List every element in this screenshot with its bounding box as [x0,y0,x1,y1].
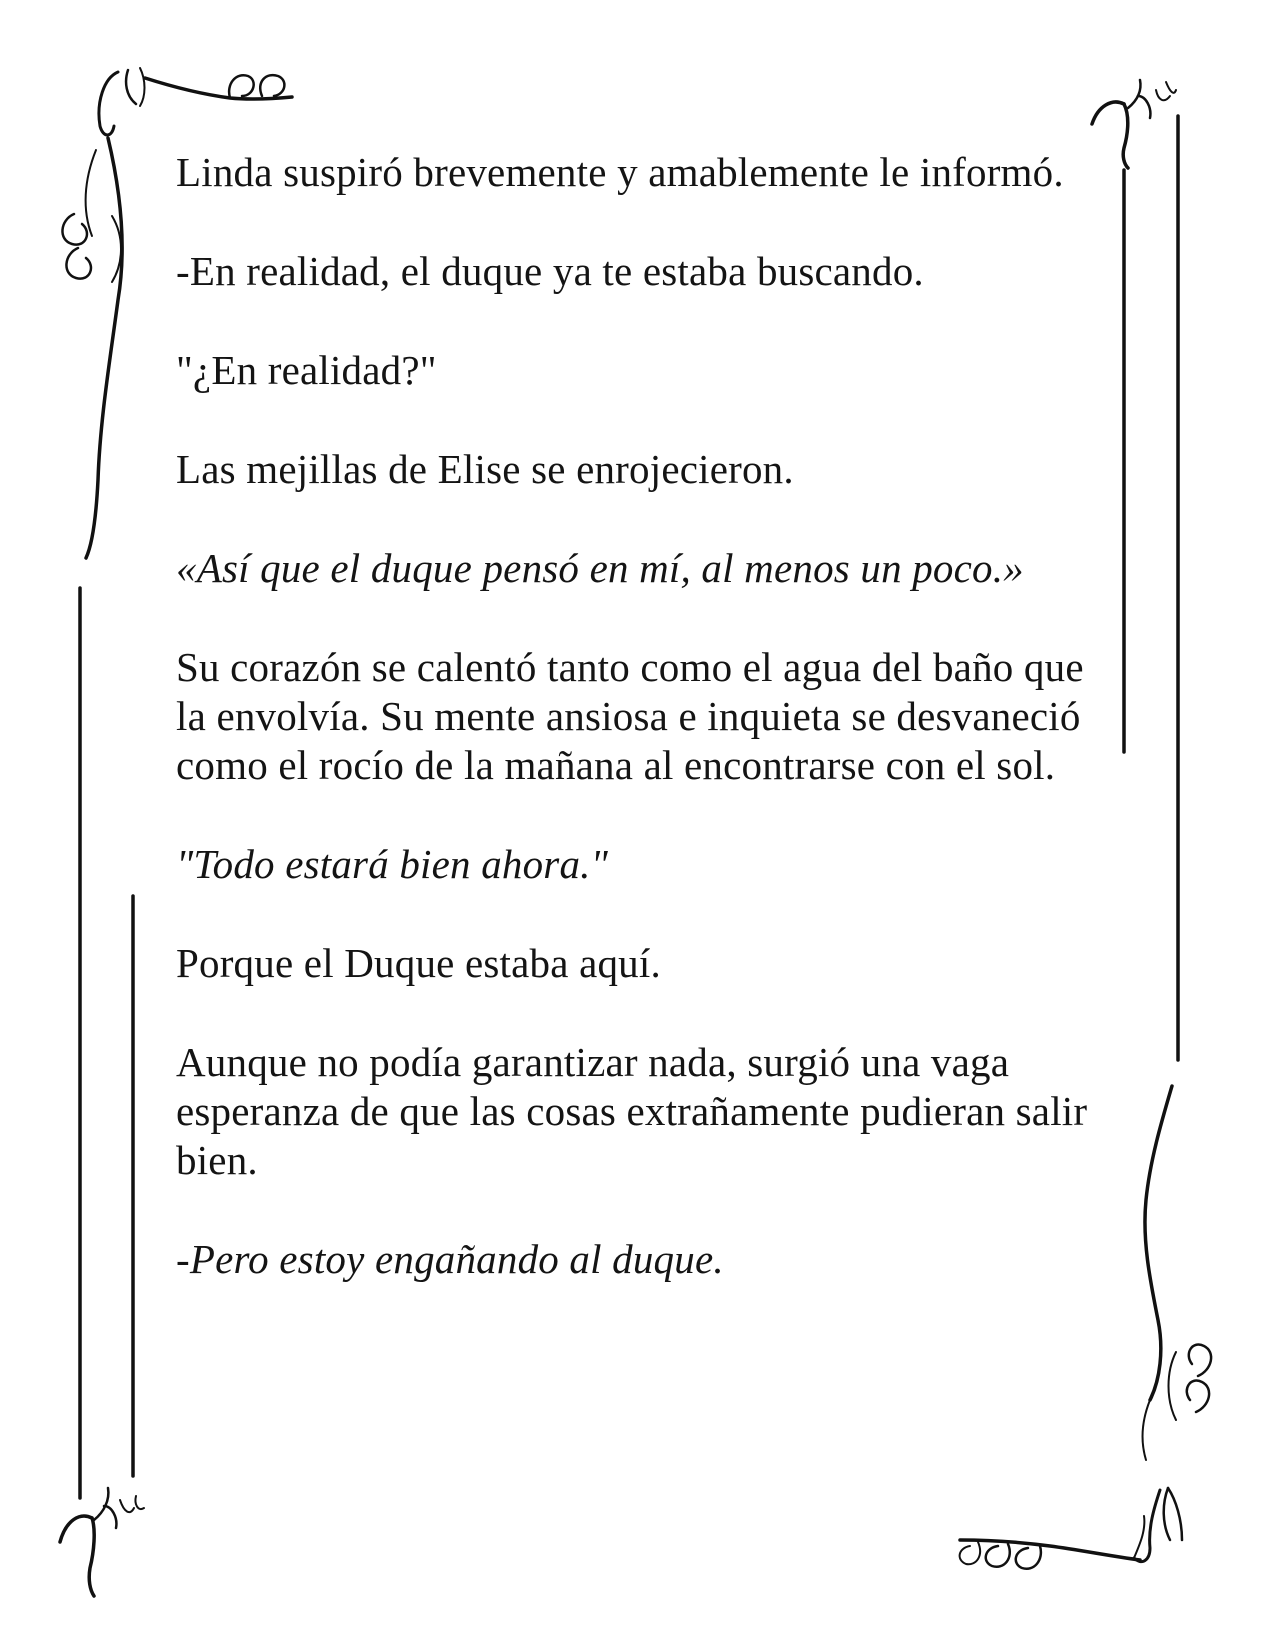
flourish-top-right [1092,80,1176,168]
paragraph-9: Aunque no podía garantizar nada, surgió una vaga esperanza de que las cosas extrañamente pudieran salir bien. [176,1039,1088,1183]
paragraph-5-thought: «Así que el duque pensó en mí, al menos un poco.» [176,545,1024,591]
paragraph-8: Porque el Duque estaba aquí. [176,940,661,986]
paragraph-2: -En realidad, el duque ya te estaba buscando. [176,248,924,294]
paragraph-10-thought: -Pero estoy engañando al duque. [176,1236,724,1282]
paragraph-3: "¿En realidad?" [176,347,437,393]
story-text [176,148,1096,1334]
paragraph-1: Linda suspiró brevemente y amablemente le informó. [176,149,1064,195]
flourish-bottom-left [60,1488,144,1596]
paragraph-7-thought: "Todo estará bien ahora." [176,841,609,887]
paragraph-6: Su corazón se calentó tanto como el agua del baño que la envolvía. Su mente ansiosa e inquieta se desvaneció como el rocío de la mañana al encontrarse con el sol. [176,644,1084,788]
paragraph-4: Las mejillas de Elise se enrojecieron. [176,446,794,492]
